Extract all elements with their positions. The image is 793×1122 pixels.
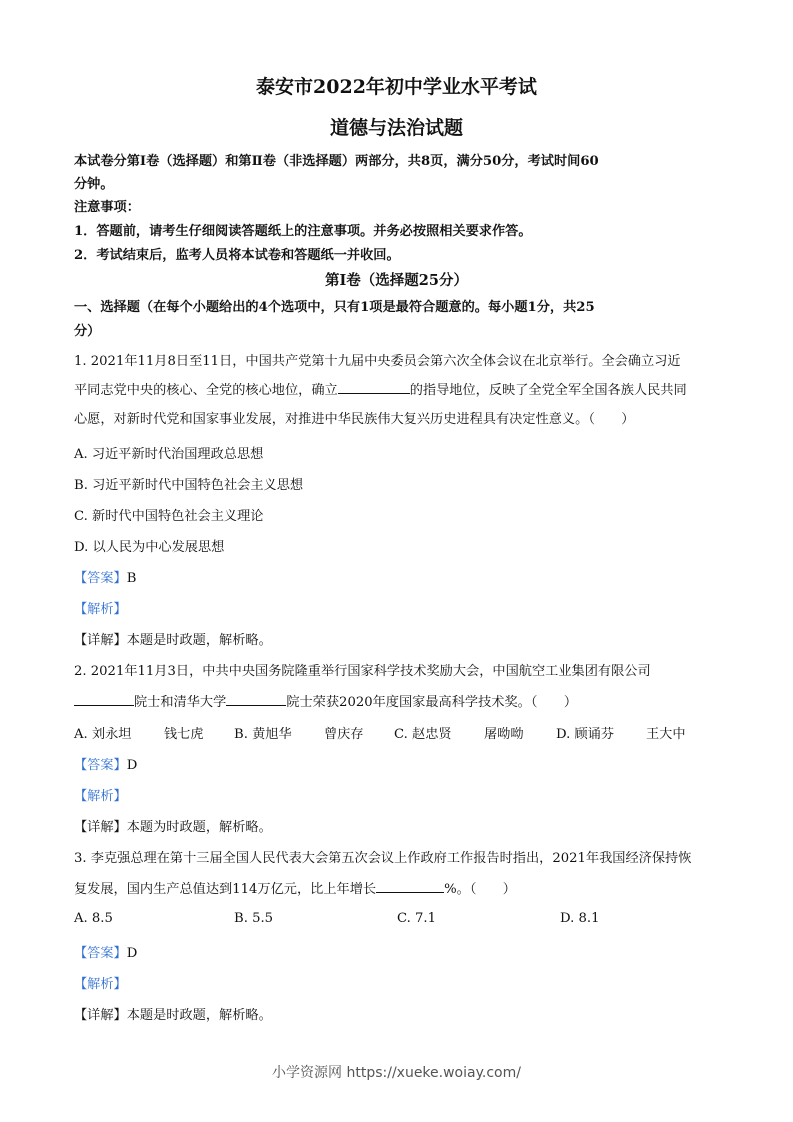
- q2-stem-text-b: 院士荣获2020年度国家最高科学技术奖。（ ）: [286, 695, 578, 710]
- q2-stem-line-2: [74, 691, 577, 710]
- q1-stem-text-a: 平同志党中央的核心、全党的核心地位，确立: [74, 383, 338, 398]
- detail-tag: 【详解】: [74, 820, 127, 835]
- answer-tag: 【答案】: [74, 946, 127, 961]
- q2-stem-line-1: 2. 2021年11月3日，中共中央国务院隆重举行国家科学技术奖励大会，中国航空工业集团有限公司: [74, 664, 651, 679]
- answer-tag: 【答案】: [74, 571, 127, 586]
- q1-detail: [74, 629, 272, 648]
- q3-blank: [376, 880, 444, 893]
- q2-option-a-1: A. 刘永坦: [74, 727, 132, 742]
- q1-answer: [74, 567, 136, 586]
- q3-stem-line-2: [74, 878, 516, 897]
- q1-option-a: A. 习近平新时代治国理政总思想: [74, 447, 264, 462]
- q2-option-c-1: C. 赵忠贤: [394, 727, 452, 742]
- q3-option-d: D. 8.1: [560, 911, 600, 926]
- q3-detail: [74, 1004, 272, 1023]
- q2-blank-1: [74, 693, 134, 706]
- q3-answer-value: D: [126, 946, 138, 961]
- q2-analysis-tag: 【解析】: [74, 789, 127, 804]
- q2-option-b-2: 曾庆存: [324, 727, 364, 742]
- q3-analysis-tag: 【解析】: [74, 977, 127, 992]
- page-subtitle: 道德与法治试题: [329, 117, 463, 139]
- q1-stem-line-1: 1. 2021年11月8日至11日，中国共产党第十九届中央委员会第六次全体会议在北京举行。全会确立习近: [74, 354, 681, 369]
- q1-stem-line-2: [74, 379, 687, 398]
- q1-stem-text-b: 的指导地位，反映了全党全军全国各族人民共同: [409, 383, 687, 398]
- q2-options: [74, 723, 686, 742]
- notice-title: 注意事项：: [74, 200, 140, 215]
- q2-option-d-2: 王大中: [646, 727, 686, 742]
- part-title: 第Ⅰ卷（选择题25分）: [325, 272, 468, 289]
- q1-blank: [338, 381, 410, 394]
- q3-stem-text-a: 复发展，国内生产总值达到114万亿元，比上年增长: [74, 882, 377, 897]
- section-heading-1: 一、选择题（在每个小题给出的4个选项中，只有1项是最符合题意的。每小题1分，共25: [74, 300, 595, 315]
- notice-2: 2．考试结束后，监考人员将本试卷和答题纸一并收回。: [74, 248, 400, 263]
- q2-blank-2: [226, 693, 286, 706]
- page-title: 泰安市2022年初中学业水平考试: [256, 76, 537, 98]
- q2-option-c-2: 屠呦呦: [484, 727, 524, 742]
- q2-option-d-1: D. 顾诵芬: [556, 727, 615, 742]
- answer-tag: 【答案】: [74, 758, 127, 773]
- q3-answer: [74, 942, 137, 961]
- detail-tag: 【详解】: [74, 633, 127, 648]
- intro-line-2: 分钟。: [74, 177, 114, 192]
- q1-option-b: B. 习近平新时代中国特色社会主义思想: [74, 478, 304, 493]
- q3-option-b: B. 5.5: [234, 911, 274, 926]
- q1-analysis-tag: 【解析】: [74, 602, 127, 617]
- detail-tag: 【详解】: [74, 1008, 127, 1023]
- q2-option-a-2: 钱七虎: [164, 727, 204, 742]
- q1-option-c: C. 新时代中国特色社会主义理论: [74, 509, 264, 524]
- footer-watermark: 小学资源网 https://xueke.woiay.com/: [272, 1065, 521, 1081]
- q1-answer-value: B: [126, 571, 137, 586]
- q1-option-d: D. 以人民为中心发展思想: [74, 540, 225, 555]
- q2-detail-text: 本题为时政题，解析略。: [126, 820, 272, 835]
- q3-detail-text: 本题是时政题，解析略。: [126, 1008, 272, 1023]
- q2-stem-text-a: 院士和清华大学: [134, 695, 227, 710]
- q2-detail: [74, 816, 272, 835]
- q1-stem-line-3: 心愿，对新时代党和国家事业发展，对推进中华民族伟大复兴历史进程具有决定性意义。（ ）: [74, 412, 635, 427]
- q3-stem-text-b: %。（ ）: [444, 882, 516, 897]
- q3-option-c: C. 7.1: [397, 911, 436, 926]
- q2-answer-value: D: [126, 758, 138, 773]
- q3-options: [74, 911, 599, 926]
- q2-answer: [74, 754, 137, 773]
- q2-option-b-1: B. 黄旭华: [234, 727, 292, 742]
- intro-line-1: 本试卷分第Ⅰ卷（选择题）和第Ⅱ卷（非选择题）两部分，共8页，满分50分，考试时间60: [74, 154, 599, 169]
- notice-1: 1．答题前，请考生仔细阅读答题纸上的注意事项。并务必按照相关要求作答。: [74, 224, 532, 239]
- q3-option-a: A. 8.5: [74, 911, 113, 926]
- section-heading-2: 分）: [74, 324, 101, 339]
- q1-detail-text: 本题是时政题，解析略。: [126, 633, 272, 648]
- q3-stem-line-1: 3. 李克强总理在第十三届全国人民代表大会第五次会议上作政府工作报告时指出，2021年我国经济保持恢: [74, 851, 692, 866]
